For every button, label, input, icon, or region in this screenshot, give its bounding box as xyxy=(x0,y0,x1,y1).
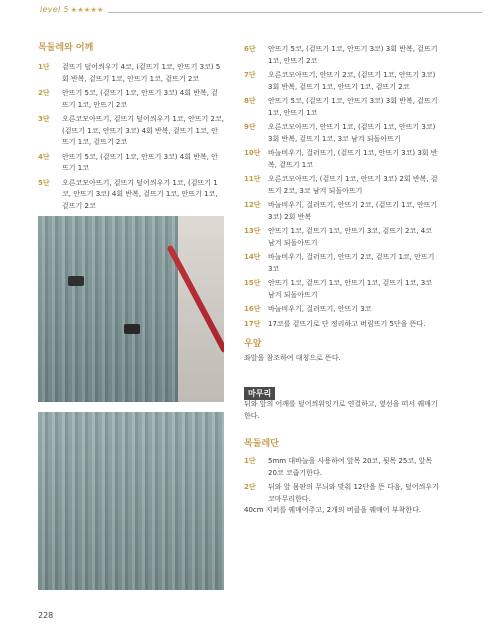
step-row: 10단 바늘비우기, 걸러뜨기, (겉뜨기 1코, 안뜨기 3코) 3회 반복, 겉뜨기 1코 xyxy=(244,149,438,169)
section-title-right-front: 우앞 xyxy=(244,339,262,349)
step-row: 1단 겉뜨기 덮어씌우기 4코, (겉뜨기 1코, 안뜨기 3코) 5회 반복, 겉뜨기 1코, 안뜨기 1코, 겉뜨기 2코 xyxy=(38,63,221,83)
step-row: 12단 바늘비우기, 걸러뜨기, 안뜨기 2코, (겉뜨기 1코, 안뜨기 3코) 2회 반복 xyxy=(244,201,438,221)
step-row: 17단 17코를 겉뜨기로 단 정리하고 버림뜨기 5단을 뜬다. xyxy=(244,319,426,328)
step-row: 9단 오른코모아뜨기, 안뜨기 1코, (겉뜨기 1코, 안뜨기 3코) 3회 반복, 겉뜨기 1코, 3코 남겨 되돌아뜨기 xyxy=(244,123,436,143)
step-row: 11단 오른코모아뜨기, (겉뜨기 1코, 안뜨기 3코) 2회 반복, 겉뜨기 2코, 3코 남겨 되돌아뜨기 xyxy=(244,175,438,195)
step-row: 2단 안뜨기 5코, (겉뜨기 1코, 안뜨기 3코) 4회 반복, 겉뜨기 1코, 안뜨기 2코 xyxy=(38,89,218,109)
step-row: 6단 안뜨기 5코, (겉뜨기 1코, 안뜨기 3코) 3회 반복, 겉뜨기 1코, 안뜨기 2코 xyxy=(244,45,438,65)
step-row: 13단 안뜨기 1코, 겉뜨기 1코, 안뜨기 3코, 겉뜨기 2코, 4코 남겨 되돌아뜨기 xyxy=(244,227,432,247)
closing-text: 40cm 지퍼를 꿰매어주고, 2개의 버클을 꿰매어 부착한다. xyxy=(244,506,422,514)
step-row: 3단 오른코모아뜨기, 겉뜨기 덮어씌우기 1코, 안뜨기 2코, (겉뜨기 1코, 안뜨기 3코) 4회 반복, 겉뜨기 1코, 안뜨기 1코, 겉뜨기 2코 xyxy=(38,115,224,146)
sweater-photo-zipper xyxy=(38,216,224,402)
section-title-neck-shoulder: 목둘레와 어깨 xyxy=(38,43,94,53)
right-front-text: 좌앞을 참조하여 대칭으로 뜬다. xyxy=(244,354,341,362)
finish-heading xyxy=(244,381,275,400)
step-row: 2단 뒤와 앞 몸판의 무늬와 맞춰 12단을 뜬 다음, 덮어씌우기 코마무리한다. xyxy=(244,483,439,503)
section-title-neckband: 목둘레단 xyxy=(244,439,279,449)
step-row: 7단 오른코모아뜨기, 안뜨기 2코, (겉뜨기 1코, 안뜨기 3코) 3회 반복, 겉뜨기 1코, 안뜨기 1코, 겉뜨기 2코 xyxy=(244,71,436,91)
level-label: level 5 ★★★★★ xyxy=(36,5,108,14)
header-rule xyxy=(100,12,482,13)
page-number: 228 xyxy=(38,611,54,620)
step-row: 14단 바늘비우기, 걸러뜨기, 안뜨기 2코, 겉뜨기 1코, 안뜨기 3코 xyxy=(244,253,435,273)
sweater-photo-rib xyxy=(38,412,224,590)
step-row: 4단 안뜨기 5코, (겉뜨기 1코, 안뜨기 3코) 4회 반복, 안뜨기 1코 xyxy=(38,152,218,172)
finish-text: 뒤와 앞의 어깨를 덮어씌워잇기로 연결하고, 옆선을 떠서 꿰매기한다. xyxy=(244,400,438,420)
left-steps xyxy=(38,62,224,215)
step-row: 15단 안뜨기 1코, 겉뜨기 1코, 안뜨기 1코, 겉뜨기 1코, 3코 남겨 되돌아뜨기 xyxy=(244,279,432,299)
step-row: 1단 5mm 대바늘을 사용하여 앞목 20코, 뒷목 25코, 앞목 20코 코줍기한다. xyxy=(244,457,433,477)
step-row: 5단 오른코모아뜨기, 겉뜨기 덮어씌우기 1코, (겉뜨기 1코, 안뜨기 3코) 4회 반복, 겉뜨기 1코, 안뜨기 1코, 겉뜨기 2코 xyxy=(38,178,218,210)
neck-steps xyxy=(244,456,440,508)
difficulty-stars: ★★★★★ xyxy=(70,6,104,14)
step-row: 16단 바늘비우기, 걸러뜨기, 안뜨기 3코 xyxy=(244,305,372,313)
finish-label: 마무리 xyxy=(244,387,275,400)
step-row: 8단 안뜨기 5코, (겉뜨기 1코, 안뜨기 3코) 3회 반복, 겉뜨기 1코, 안뜨기 1코 xyxy=(244,97,438,117)
right-steps xyxy=(244,44,440,333)
